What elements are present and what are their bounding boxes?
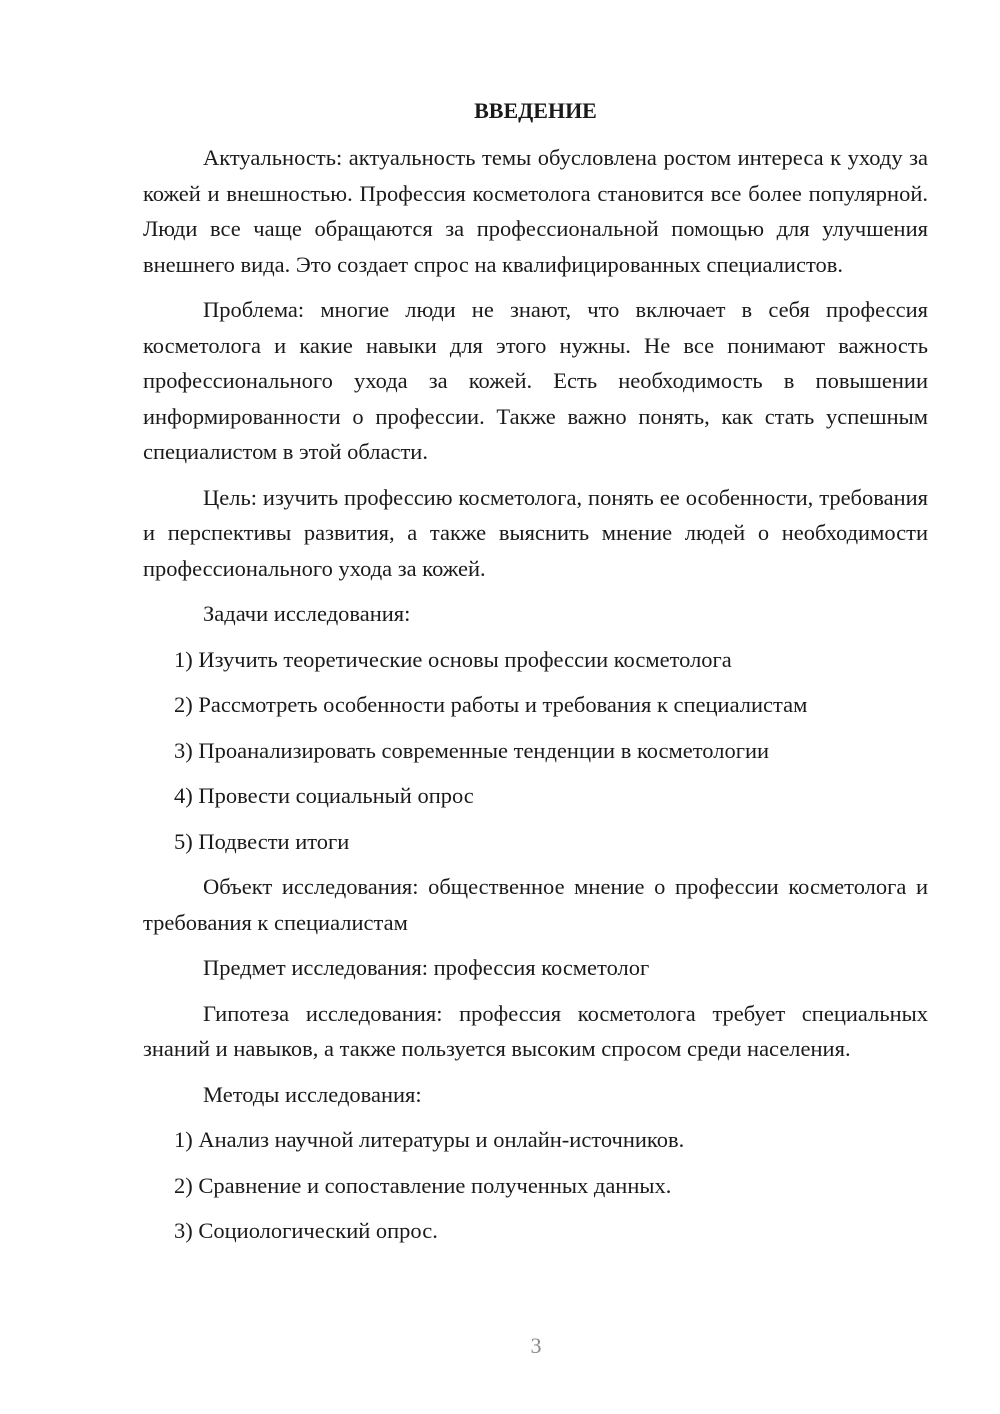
method-item: 2) Сравнение и сопоставление полученных данных. [174,1172,672,1198]
task-item: 4) Провести социальный опрос [174,783,474,808]
section-title: ВВЕДЕНИЕ [474,98,597,123]
task-item: 3) Проанализировать современные тенденции в косметологии [174,737,770,763]
tasks-list [143,642,928,860]
problem-paragraph: Проблема: многие люди не знают, что включает в себя профессия косметолога и какие навыки для этого нужны. Не все понимают важность профессионального ухода за кожей. Есть необходимость в повышении информированности о профессии. Также важно понять, как стать успешным специалистом в этой области. [143,297,928,464]
page-number: 3 [530,1333,542,1358]
subject-paragraph: Предмет исследования: профессия косметолог [203,955,650,980]
tasks-label: Задачи исследования: [203,601,411,626]
method-item: 3) Социологический опрос. [174,1218,438,1243]
hypothesis-paragraph: Гипотеза исследования: профессия косметолога требует специальных знаний и навыков, а также пользуется высоким спросом среди населения. [143,1000,928,1061]
goal-paragraph: Цель: изучить профессию косметолога, понять ее особенности, требования и перспективы развития, а также выяснить мнение людей о необходимости профессионального ухода за кожей. [143,484,928,581]
object-paragraph: Объект исследования: общественное мнение о профессии косметолога и требования к специалистам [143,874,928,935]
methods-list [143,1122,928,1249]
methods-label: Методы исследования: [203,1081,422,1107]
task-item: 5) Подвести итоги [174,828,350,854]
relevance-paragraph: Актуальность: актуальность темы обусловлена ростом интереса к уходу за кожей и внешностью. Профессия косметолога становится все более популярной. Люди все чаще обращаются за профессиональной помощью для улучшения внешнего вида. Это создает спрос на квалифицированных специалистов. [143,145,928,277]
method-item: 1) Анализ научной литературы и онлайн-источников. [174,1127,685,1152]
task-item: 1) Изучить теоретические основы профессии косметолога [174,646,732,672]
task-item: 2) Рассмотреть особенности работы и требования к специалистам [174,692,808,717]
document-page [143,96,928,1259]
